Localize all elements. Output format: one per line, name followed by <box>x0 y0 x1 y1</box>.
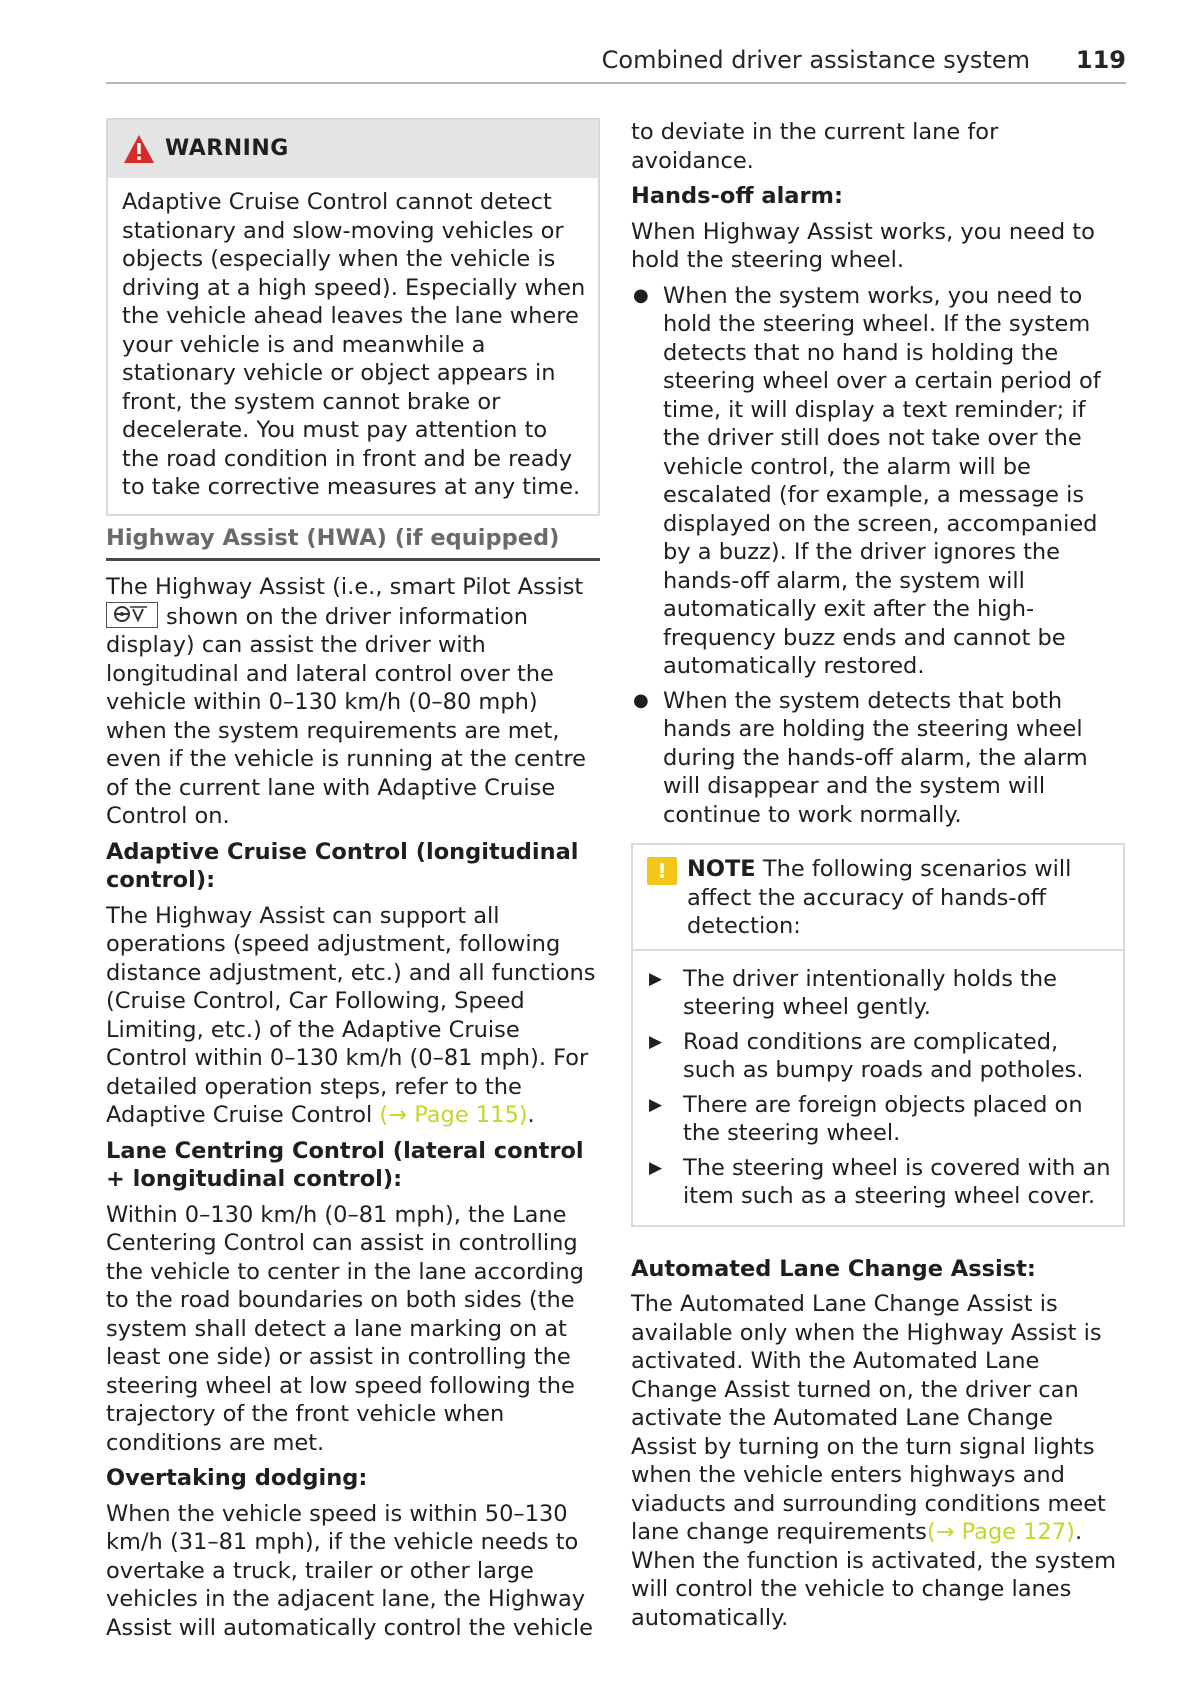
page-number: 119 <box>1075 46 1126 74</box>
right-column <box>631 118 1125 1639</box>
header-title: Combined driver assistance system <box>601 46 1030 74</box>
hwa-intro-start: The Highway Assist (i.e., smart Pilot Assist <box>106 574 584 600</box>
alca-heading: Automated Lane Change Assist: <box>631 1255 1036 1282</box>
handsoff-intro: When Highway Assist works, you need to hold the steering wheel. <box>631 218 1095 273</box>
alca-text-after: When the function is activated, the system will control the vehicle to change lanes automatically. <box>631 1547 1117 1631</box>
list-item: ● When the system works, you need to hold the steering wheel. If the system detects that no hand is holding the steering wheel over a certain period of time, it will display a text reminder; if the driver still does not take over the vehicle control, the alarm will be escalated (for example, a message is displayed on the screen, accompanied by a buzz). If the driver ignores the hands-off alarm, the system will automatically exit after the high-frequency buzz ends and cannot be automatically restored. <box>631 282 1125 681</box>
hwa-intro <box>106 573 600 831</box>
acc-paragraph: The Highway Assist can support all operations (speed adjustment, following distance adjustment, etc.) and all functions (Cruise Control, Car Following, Speed Limiting, etc.) of the Adaptive Cruise Control within 0–130 km/h (0–81 mph). For detailed operation steps, refer to the Adaptive Cruise Control (→ Page 115). <box>106 902 596 1128</box>
list-item: ▶ The driver intentionally holds the steering wheel gently. <box>649 965 1111 1022</box>
continuation-text: to deviate in the current lane for avoidance. <box>631 119 999 174</box>
warning-label: WARNING <box>165 135 289 161</box>
note-text: The following scenarios will affect the accuracy of hands-off detection: <box>687 856 1072 939</box>
note-item-list <box>633 951 1123 1225</box>
alca-text: The Automated Lane Change Assist is available only when the Highway Assist is activated. With the Automated Lane Change Assist turned on, the driver can activate the Automated Lane Change Assist by turning on the turn signal lights when the vehicle enters highways and viaducts and surrounding conditions meet lane change requirements <box>631 1291 1106 1545</box>
warning-box <box>106 118 600 516</box>
lcc-text: Within 0–130 km/h (0–81 mph), the Lane Centering Control can assist in controlling the vehicle to center in the lane according to the road boundaries on both sides (the system shall detect a lane marking on at least one side) or assist in controlling the steering wheel at low speed following the trajectory of the front vehicle when conditions are met. <box>106 1201 584 1456</box>
acc-text: The Highway Assist can support all operations (speed adjustment, following distance adjustment, etc.) and all functions (Cruise Control, Car Following, Speed Limiting, etc.) of the Adaptive Cruise Control within 0–130 km/h (0–81 mph). For detailed operation steps, refer to the Adaptive Cruise Control <box>106 902 596 1128</box>
page-115-link[interactable]: (→ Page 115) <box>379 1102 528 1128</box>
handsoff-bullet-list <box>631 282 1125 830</box>
alca-paragraph: The Automated Lane Change Assist is available only when the Highway Assist is activated. With the Automated Lane Change Assist turned on, the driver can activate the Automated Lane Change Assist by turning on the turn signal lights when the vehicle enters highways and viaducts and surrounding conditions meet lane change requirements(→ Page 127). When the function is activated, the system will control the vehicle to change lanes automatically. <box>631 1291 1117 1631</box>
page-127-link[interactable]: (→ Page 127) <box>926 1519 1075 1545</box>
list-item: ▶ The steering wheel is covered with an item such as a steering wheel cover. <box>649 1154 1111 1211</box>
page-header <box>106 42 1126 84</box>
note-exclamation-icon: ! <box>647 857 677 885</box>
acc-heading: Adaptive Cruise Control (longitudinal control): <box>106 838 579 893</box>
warning-header <box>108 120 598 178</box>
section-heading-hwa: Highway Assist (HWA) (if equipped) <box>106 524 600 562</box>
warning-triangle-icon <box>122 133 156 165</box>
hwa-intro-rest: shown on the driver information display) can assist the driver with longitudinal and lateral control over the vehicle within 0–130 km/h (0–80 mph) when the system requirements are met, even if the vehicle is running at the centre of the current lane with Adaptive Cruise Control on. <box>106 603 586 829</box>
note-label: NOTE <box>687 856 756 882</box>
left-column <box>106 118 600 1649</box>
note-header <box>633 845 1123 951</box>
list-item: ▶ Road conditions are complicated, such as bumpy roads and potholes. <box>649 1028 1111 1085</box>
highway-assist-icon <box>106 602 158 628</box>
list-item: ● When the system detects that both hands are holding the steering wheel during the hands-off alarm, the alarm will disappear and the system will continue to work normally. <box>631 687 1125 830</box>
list-item: ▶ There are foreign objects placed on the steering wheel. <box>649 1091 1111 1148</box>
note-box <box>631 843 1125 1227</box>
handsoff-heading: Hands-off alarm: <box>631 183 844 209</box>
overtaking-heading: Overtaking dodging: <box>106 1465 368 1491</box>
overtaking-text: When the vehicle speed is within 50–130 km/h (31–81 mph), if the vehicle needs to overtake a truck, trailer or other large vehicles in the adjacent lane, the Highway Assist will automatically control the vehicle <box>106 1500 593 1641</box>
lcc-heading: Lane Centring Control (lateral control + longitudinal control): <box>106 1137 584 1192</box>
warning-text: Adaptive Cruise Control cannot detect stationary and slow-moving vehicles or objects (especially when the vehicle is driving at a high speed). Especially when the vehicle ahead leaves the lane where your vehicle is and meanwhile a stationary vehicle or object appears in front, the system cannot brake or decelerate. You must pay attention to the road condition in front and be ready to take corrective measures at any time. <box>122 189 586 500</box>
